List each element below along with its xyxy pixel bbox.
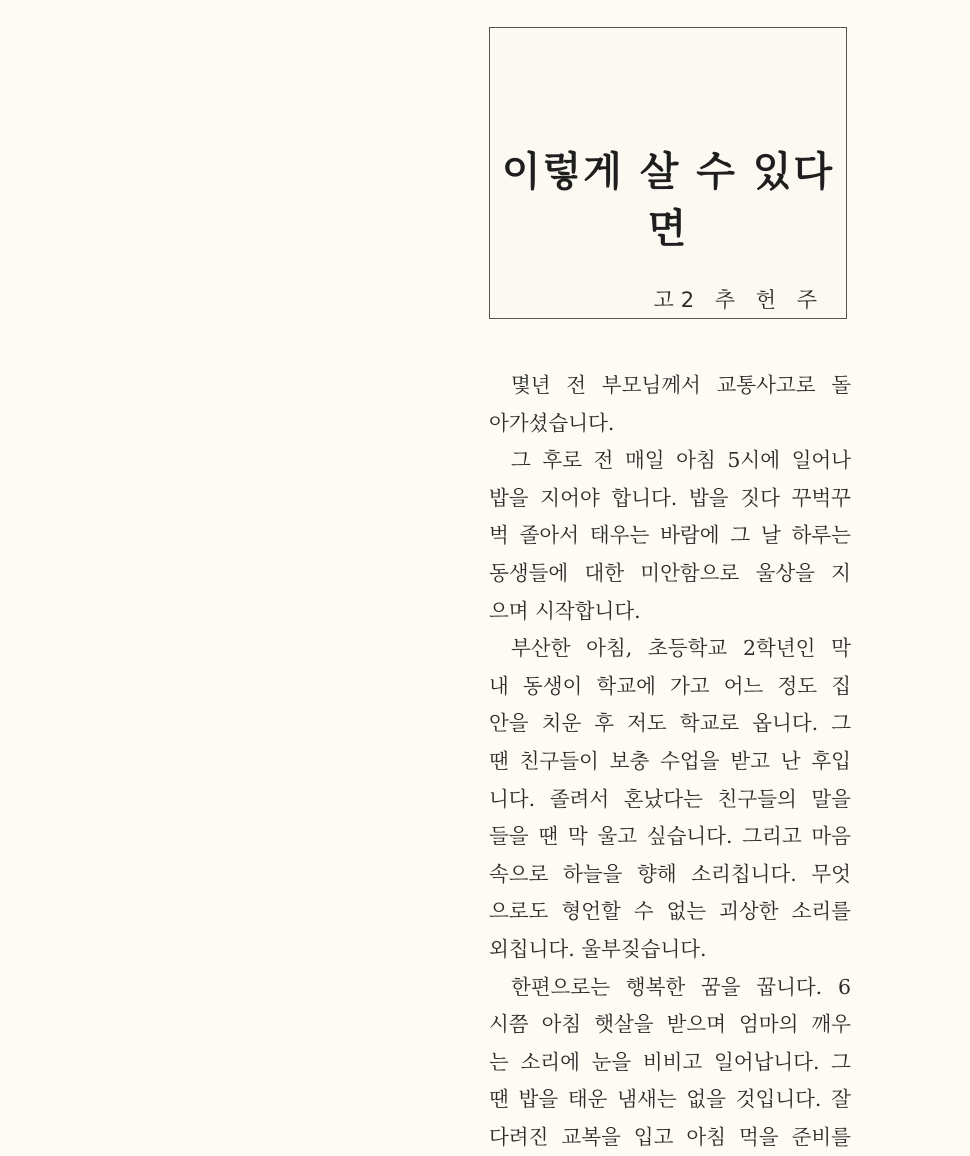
- body-line: 부산한 아침, 초등학교 2학년인 막: [511, 636, 851, 661]
- body-line: 땐 친구들이 보충 수업을 받고 난 후입: [489, 748, 851, 773]
- body-line: 밥을 지어야 합니다. 밥을 짓다 꾸벅꾸: [489, 485, 851, 510]
- body-line: 시쯤 아침 햇살을 받으며 엄마의 깨우: [489, 1012, 851, 1037]
- body-line: 벅 졸아서 태우는 바람에 그 날 하루는: [489, 523, 851, 548]
- body-line: 동생들에 대한 미안함으로 울상을 지: [489, 560, 851, 585]
- body-line: 안을 치운 후 저도 학교로 옵니다. 그: [489, 711, 851, 736]
- body-line: 외칩니다. 울부짖습니다.: [489, 936, 707, 961]
- body-line: 그 후로 전 매일 아침 5시에 일어나: [511, 448, 851, 473]
- body-line: 아가셨습니다.: [489, 410, 615, 435]
- article-author: 고2 추 헌 주: [653, 288, 824, 312]
- body-line: 으로도 형언할 수 없는 괴상한 소리를: [489, 899, 851, 924]
- body-line: 는 소리에 눈을 비비고 일어납니다. 그: [489, 1049, 851, 1074]
- body-line: 땐 밥을 태운 냄새는 없을 것입니다. 잘: [489, 1087, 851, 1112]
- body-line: 속으로 하늘을 향해 소리칩니다. 무엇: [489, 861, 851, 886]
- body-line: 니다. 졸려서 혼났다는 친구들의 말을: [489, 786, 851, 811]
- body-line: 다려진 교복을 입고 아침 먹을 준비를: [489, 1124, 851, 1149]
- body-line: 내 동생이 학교에 가고 어느 정도 집: [489, 673, 851, 698]
- body-line: 으며 시작합니다.: [489, 598, 641, 623]
- blank-left-margin: [0, 0, 470, 1151]
- article-body: [489, 367, 851, 1156]
- article-title: 이렇게 살 수 있다면: [501, 149, 835, 252]
- title-box: [489, 27, 847, 319]
- body-line: 몇년 전 부모님께서 교통사고로 돌: [511, 373, 851, 397]
- body-line: 들을 땐 막 울고 싶습니다. 그리고 마음: [489, 824, 851, 849]
- body-line: 한편으로는 행복한 꿈을 꿉니다. 6: [511, 974, 851, 999]
